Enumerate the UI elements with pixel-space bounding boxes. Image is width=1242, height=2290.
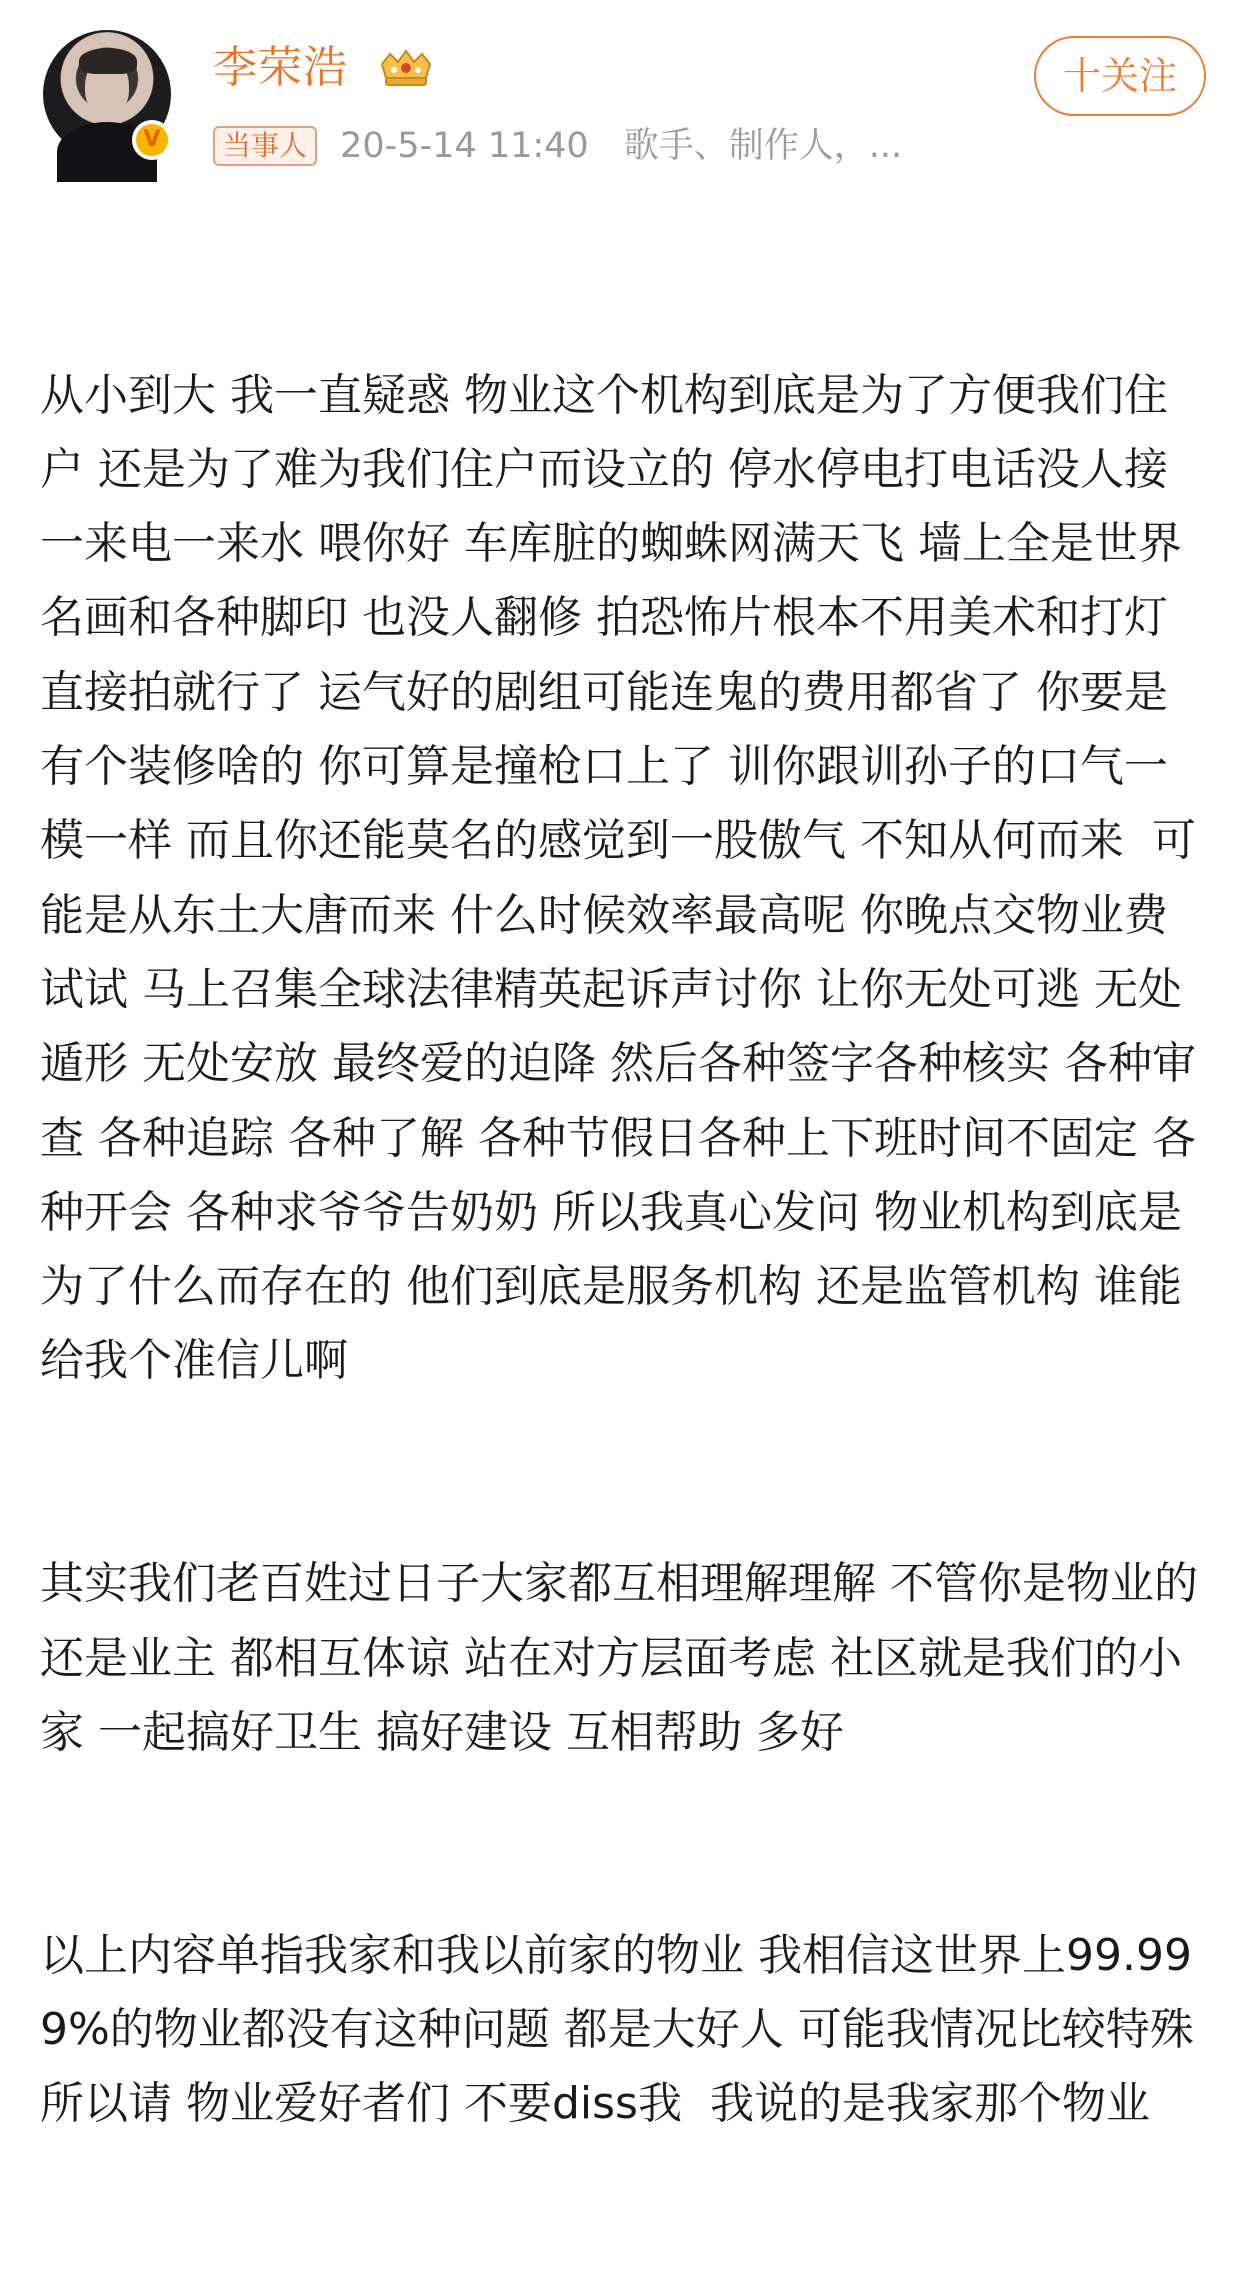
post-timestamp: 20-5-14 11:40	[340, 126, 589, 166]
crown-icon	[376, 48, 436, 92]
post-body	[40, 210, 1210, 2290]
follow-button[interactable]: 十关注	[1034, 36, 1206, 116]
party-badge: 当事人	[213, 126, 317, 166]
post-header	[0, 0, 1242, 190]
post-meta	[213, 126, 902, 172]
username[interactable]: 李荣浩	[213, 42, 348, 93]
verified-badge-icon: V	[132, 120, 172, 160]
post-paragraph-3: 以上内容单指我家和我以前家的物业 我相信这世界上99.999%的物业都没有这种问题 都是大好人 可能我情况比较特殊 所以请 物业爱好者们 不要diss我 我说的是我家那个物业	[40, 1929, 1208, 2130]
post-paragraph-1: 从小到大 我一直疑惑 物业这个机构到底是为了方便我们住户 还是为了难为我们住户而设立的 停水停电打电话没人接 一来电一来水 喂你好 车库脏的蜘蛛网满天飞 墙上全是世界名画和各种脚印 也没人翻修 拍恐怖片根本不用美术和打灯 直接拍就行了 运气好的剧组可能连鬼的费用都省了 你要是有个装修啥的 你可算是撞枪口上了 训你跟训孙子的口气一模一样 而且你还能莫名的感觉到一股傲气 不知从何而来 可能是从东土大唐而来 什么时候效率最高呢 你晚点交物业费试试 马上召集全球法律精英起诉声讨你 让你无处可逃 无处遁形 无处安放 最终爱的迫降 然后各种签字各种核实 各种审查 各种追踪 各种了解 各种节假日各种上下班时间不固定 各种开会 各种求爷爷告奶奶 所以我真心发问 物业机构到底是为了什么而存在的 他们到底是服务机构 还是监管机构 谁能给我个准信儿啊	[40, 369, 1196, 1387]
avatar-hair	[79, 48, 137, 74]
user-bio: 歌手、制作人，...	[623, 126, 903, 166]
post-paragraph-2: 其实我们老百姓过日子大家都互相理解理解 不管你是物业的还是业主 都相互体谅 站在对方层面考虑 社区就是我们的小家 一起搞好卫生 搞好建设 互相帮助 多好	[40, 1558, 1198, 1758]
